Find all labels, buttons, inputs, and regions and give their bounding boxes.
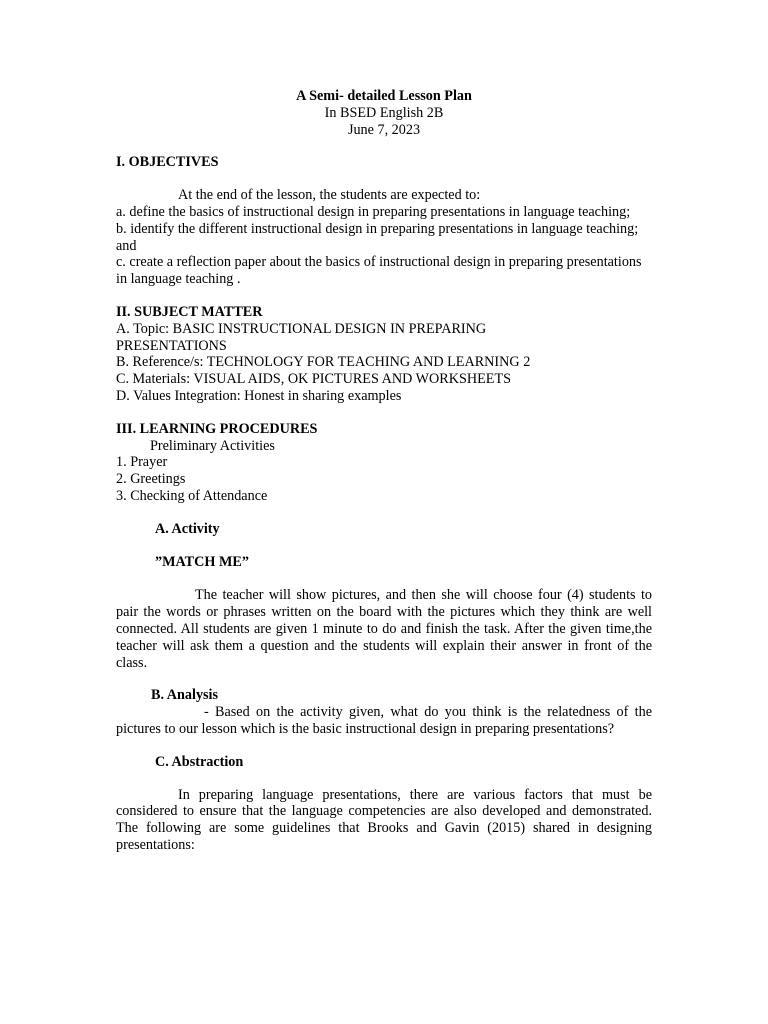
objective-item: a. define the basics of instructional design in preparing presentations in language teaching; [116, 203, 631, 220]
procedure-step: 1. Prayer [116, 454, 168, 471]
analysis-text: - Based on the activity given, what do you think is the relatedness of the pictures to our lesson which is the basic instructional design in preparing presentations? [116, 704, 652, 737]
abstraction-text: In preparing language presentations, there are various factors that must be considered to ensure that the language competencies are also developed and demonstrated. The following are some guidelines that Brooks and Gavin (2015) shared in designing presentations: [116, 786, 652, 853]
activity-heading: A. Activity [155, 520, 220, 537]
document-course: In BSED English 2B [324, 104, 444, 121]
activity-text: The teacher will show pictures, and then she will choose four (4) students to pair the words or phrases written on the board with the pictures which they think are well connected. All students are given 1 minute to do and finish the task. After the given time,the teacher will ask them a question and the students will explain their answer in front of the class. [116, 587, 652, 671]
subject-reference: B. Reference/s: TECHNOLOGY FOR TEACHING AND LEARNING 2 [116, 354, 531, 371]
document-date: June 7, 2023 [347, 121, 421, 138]
objectives-intro: At the end of the lesson, the students are expected to: [178, 187, 481, 204]
subject-topic: A. Topic: BASIC INSTRUCTIONAL DESIGN IN PREPARING PRESENTATIONS [116, 320, 487, 354]
subject-materials: C. Materials: VISUAL AIDS, OK PICTURES AND WORKSHEETS [116, 371, 512, 388]
preliminary-activities: Preliminary Activities [150, 437, 275, 454]
subject-values: D. Values Integration: Honest in sharing examples [116, 387, 402, 404]
procedure-step: 2. Greetings [116, 471, 186, 488]
abstraction-heading: C. Abstraction [155, 753, 244, 770]
procedure-step: 3. Checking of Attendance [116, 487, 268, 504]
analysis-heading: B. Analysis [151, 687, 219, 704]
subject-matter-heading: II. SUBJECT MATTER [116, 303, 263, 320]
document-title: A Semi- detailed Lesson Plan [296, 88, 472, 104]
objective-item: b. identify the different instructional design in preparing presentations in language teaching; and [116, 220, 639, 254]
document-content [116, 88, 652, 854]
objectives-heading: I. OBJECTIVES [116, 154, 219, 171]
activity-name: ”MATCH ME” [155, 553, 249, 570]
objective-item: c. create a reflection paper about the basics of instructional design in preparing presentations in language teaching . [116, 254, 642, 288]
procedures-heading: III. LEARNING PROCEDURES [116, 420, 318, 437]
